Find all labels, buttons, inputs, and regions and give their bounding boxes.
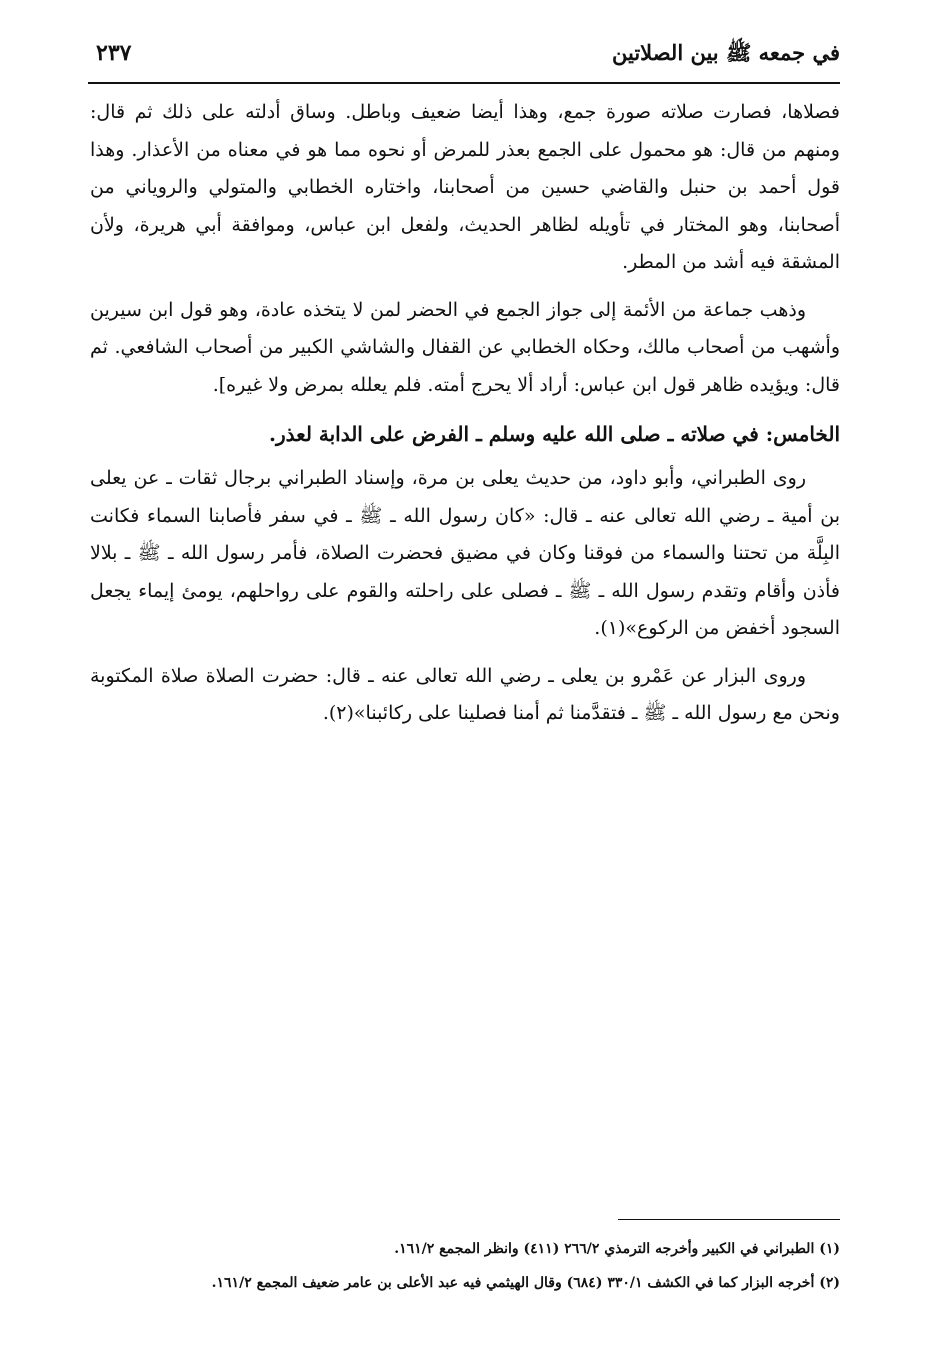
footnote-1: (١) الطبراني في الكبير وأخرجه الترمذي ٢٦٦/٢ (٤١١) وانظر المجمع ١٦١/٢.	[394, 1241, 840, 1257]
paragraph-3: روى الطبراني، وأبو داود، من حديث يعلى بن مرة، وإسناد الطبراني برجال ثقات ـ عن يعلى بن أمية ـ رضي الله تعالى عنه ـ قال: «كان رسول الله ـ ﷺ ـ في سفر فأصابنا السماء فكانت البِلَّة من تحتنا والسماء من فوقنا وكان في مضيق فحضرت الصلاة، فأمر رسول الله ـ ﷺ ـ بلالا فأذن وأقام وتقدم رسول الله ـ ﷺ ـ فصلى على راحلته والقوم على رواحلهم، يومئ إيماء يجعل السجود أخفض من الركوع»(١).	[90, 467, 840, 639]
page-header	[88, 36, 840, 84]
footnote-2: (٢) أخرجه البزار كما في الكشف ٣٣٠/١ (٦٨٤) وقال الهيثمي فيه عبد الأعلى بن عامر ضعيف المجمع ١٦١/٢.	[211, 1275, 840, 1291]
page-number: ٢٣٧	[96, 40, 132, 66]
running-title: في جمعه ﷺ بين الصلاتين	[612, 40, 840, 65]
footnotes	[90, 1232, 840, 1300]
paragraph-1: فصلاها، فصارت صلاته صورة جمع، وهذا أيضا ضعيف وباطل. وساق أدلته على ذلك ثم قال: ومنهم من قال: هو محمول على الجمع بعذر للمرض أو نحوه مما هو في معناه من الأعذار. وهذا قول أحمد بن حنبل والقاضي حسين من أصحابنا، واختاره الخطابي والمتولي والروياني من أصحابنا، وهو المختار في تأويله لظاهر الحديث، ولفعل ابن عباس، وموافقة أبي هريرة، ولأن المشقة فيه أشد من المطر.	[90, 101, 840, 273]
footnote-rule	[618, 1219, 840, 1220]
main-text	[90, 94, 840, 743]
paragraph-2: وذهب جماعة من الأئمة إلى جواز الجمع في الحضر لمن لا يتخذه عادة، وهو قول ابن سيرين وأشهب من أصحاب مالك، وحكاه الخطابي عن القفال والشاشي الكبير من أصحاب الشافعي. ثم قال: ويؤيده ظاهر قول ابن عباس: أراد ألا يحرج أمته. فلم يعلله بمرض ولا غيره].	[90, 298, 840, 396]
section-heading: الخامس: في صلاته ـ صلى الله عليه وسلم ـ الفرض على الدابة لعذر.	[269, 422, 840, 446]
header-rule	[88, 82, 840, 84]
paragraph-4: وروى البزار عن عَمْرو بن يعلى ـ رضي الله تعالى عنه ـ قال: حضرت الصلاة صلاة المكتوبة ونحن مع رسول الله ـ ﷺ ـ فتقدَّمنا ثم أمنا فصلينا على ركائبنا»(٢).	[90, 664, 840, 724]
